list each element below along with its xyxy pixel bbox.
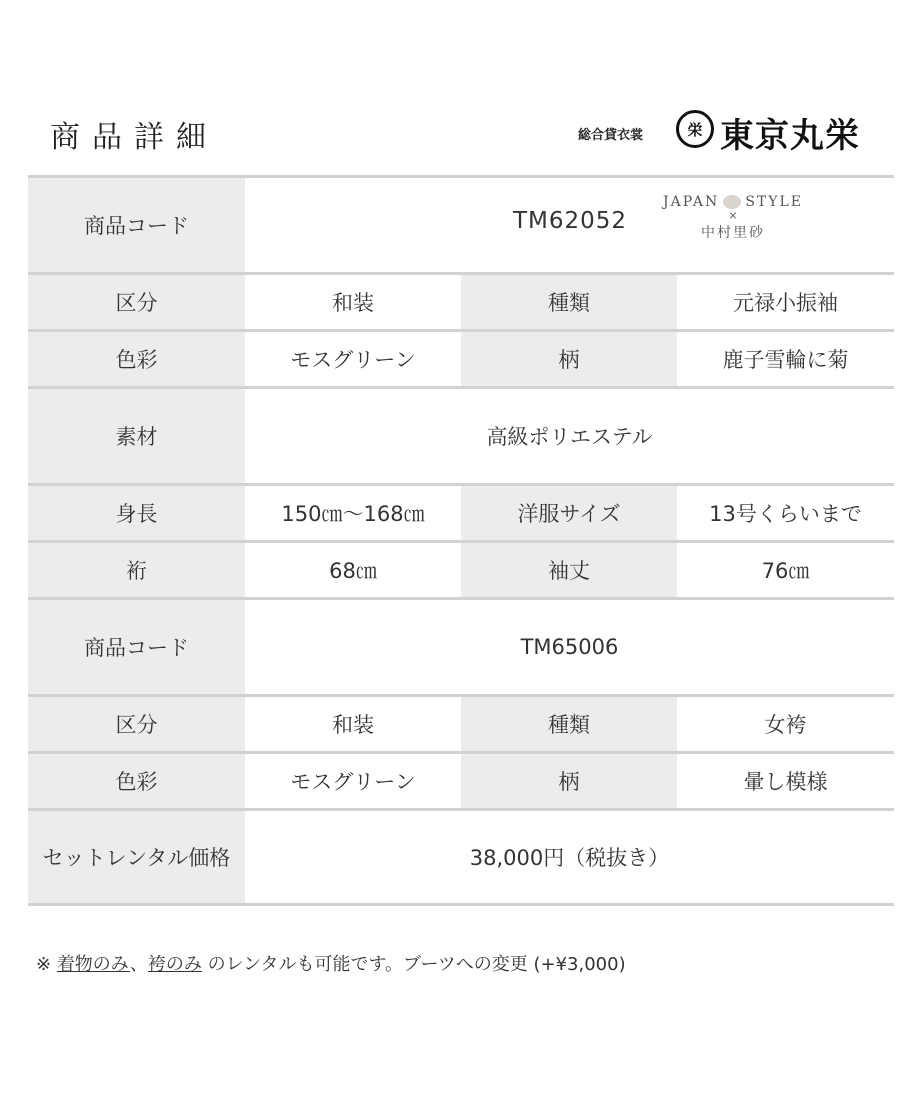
table-row bbox=[28, 753, 894, 810]
value-dress-size: 13号くらいまで bbox=[677, 485, 894, 542]
label-material: 素材 bbox=[28, 388, 245, 485]
table-row bbox=[28, 599, 894, 696]
table-row bbox=[28, 542, 894, 599]
label-category: 区分 bbox=[28, 274, 245, 331]
table-row bbox=[28, 388, 894, 485]
collab-japan: JAPAN bbox=[663, 194, 720, 210]
collab-style: STYLE bbox=[745, 194, 803, 210]
table-row bbox=[28, 274, 894, 331]
value-type: 女袴 bbox=[677, 696, 894, 753]
label-type: 種類 bbox=[461, 274, 677, 331]
value-type: 元禄小振袖 bbox=[677, 274, 894, 331]
value-color: モスグリーン bbox=[245, 753, 461, 810]
label-type: 種類 bbox=[461, 696, 677, 753]
product-code-value: TM62052 bbox=[513, 208, 628, 234]
value-height: 150㎝～168㎝ bbox=[245, 485, 461, 542]
product-spec-table bbox=[28, 175, 894, 906]
label-color: 色彩 bbox=[28, 331, 245, 388]
label-color: 色彩 bbox=[28, 753, 245, 810]
collab-name: 中村里砂 bbox=[701, 225, 765, 241]
value-color: モスグリーン bbox=[245, 331, 461, 388]
table-row bbox=[28, 485, 894, 542]
value-category: 和装 bbox=[245, 274, 461, 331]
kimono-only-link[interactable]: 着物のみ bbox=[56, 954, 130, 975]
product-code-label: 商品コード bbox=[28, 177, 245, 274]
value-set-price: 38,000円（税抜き） bbox=[245, 810, 894, 905]
value-category: 和装 bbox=[245, 696, 461, 753]
note-separator: 、 bbox=[129, 954, 148, 975]
note-prefix: ※ bbox=[36, 954, 57, 975]
label-pattern: 柄 bbox=[461, 753, 677, 810]
value-yuki: 68㎝ bbox=[245, 542, 461, 599]
label-yuki: 裄 bbox=[28, 542, 245, 599]
value-sleeve-length: 76㎝ bbox=[677, 542, 894, 599]
label-set-price: セットレンタル価格 bbox=[28, 810, 245, 905]
brand-logo bbox=[578, 106, 894, 156]
label-dress-size: 洋服サイズ bbox=[461, 485, 677, 542]
product-code-value: TM65006 bbox=[245, 599, 894, 696]
page-title: 商品詳細 bbox=[50, 120, 218, 155]
product-code-label: 商品コード bbox=[28, 599, 245, 696]
value-pattern: 暈し模様 bbox=[677, 753, 894, 810]
label-sleeve-length: 袖丈 bbox=[461, 542, 677, 599]
note-suffix: のレンタルも可能です。ブーツへの変更 (+¥3,000) bbox=[201, 954, 626, 975]
flower-icon bbox=[723, 195, 741, 209]
collab-logo bbox=[663, 194, 803, 242]
label-pattern: 柄 bbox=[461, 331, 677, 388]
product-code-cell bbox=[245, 177, 894, 274]
rental-note bbox=[36, 950, 626, 976]
label-category: 区分 bbox=[28, 696, 245, 753]
label-height: 身長 bbox=[28, 485, 245, 542]
brand-subtitle: 総合貸衣裳 bbox=[578, 128, 644, 143]
table-row bbox=[28, 810, 894, 905]
value-pattern: 鹿子雪輪に菊 bbox=[677, 331, 894, 388]
value-material: 高級ポリエステル bbox=[245, 388, 894, 485]
collab-cross: × bbox=[728, 209, 738, 222]
brand-seal-icon: 栄 bbox=[676, 110, 714, 148]
table-row bbox=[28, 331, 894, 388]
brand-name: 東京丸栄 bbox=[720, 116, 860, 156]
table-row bbox=[28, 177, 894, 274]
table-row bbox=[28, 696, 894, 753]
hakama-only-link[interactable]: 袴のみ bbox=[147, 954, 202, 975]
